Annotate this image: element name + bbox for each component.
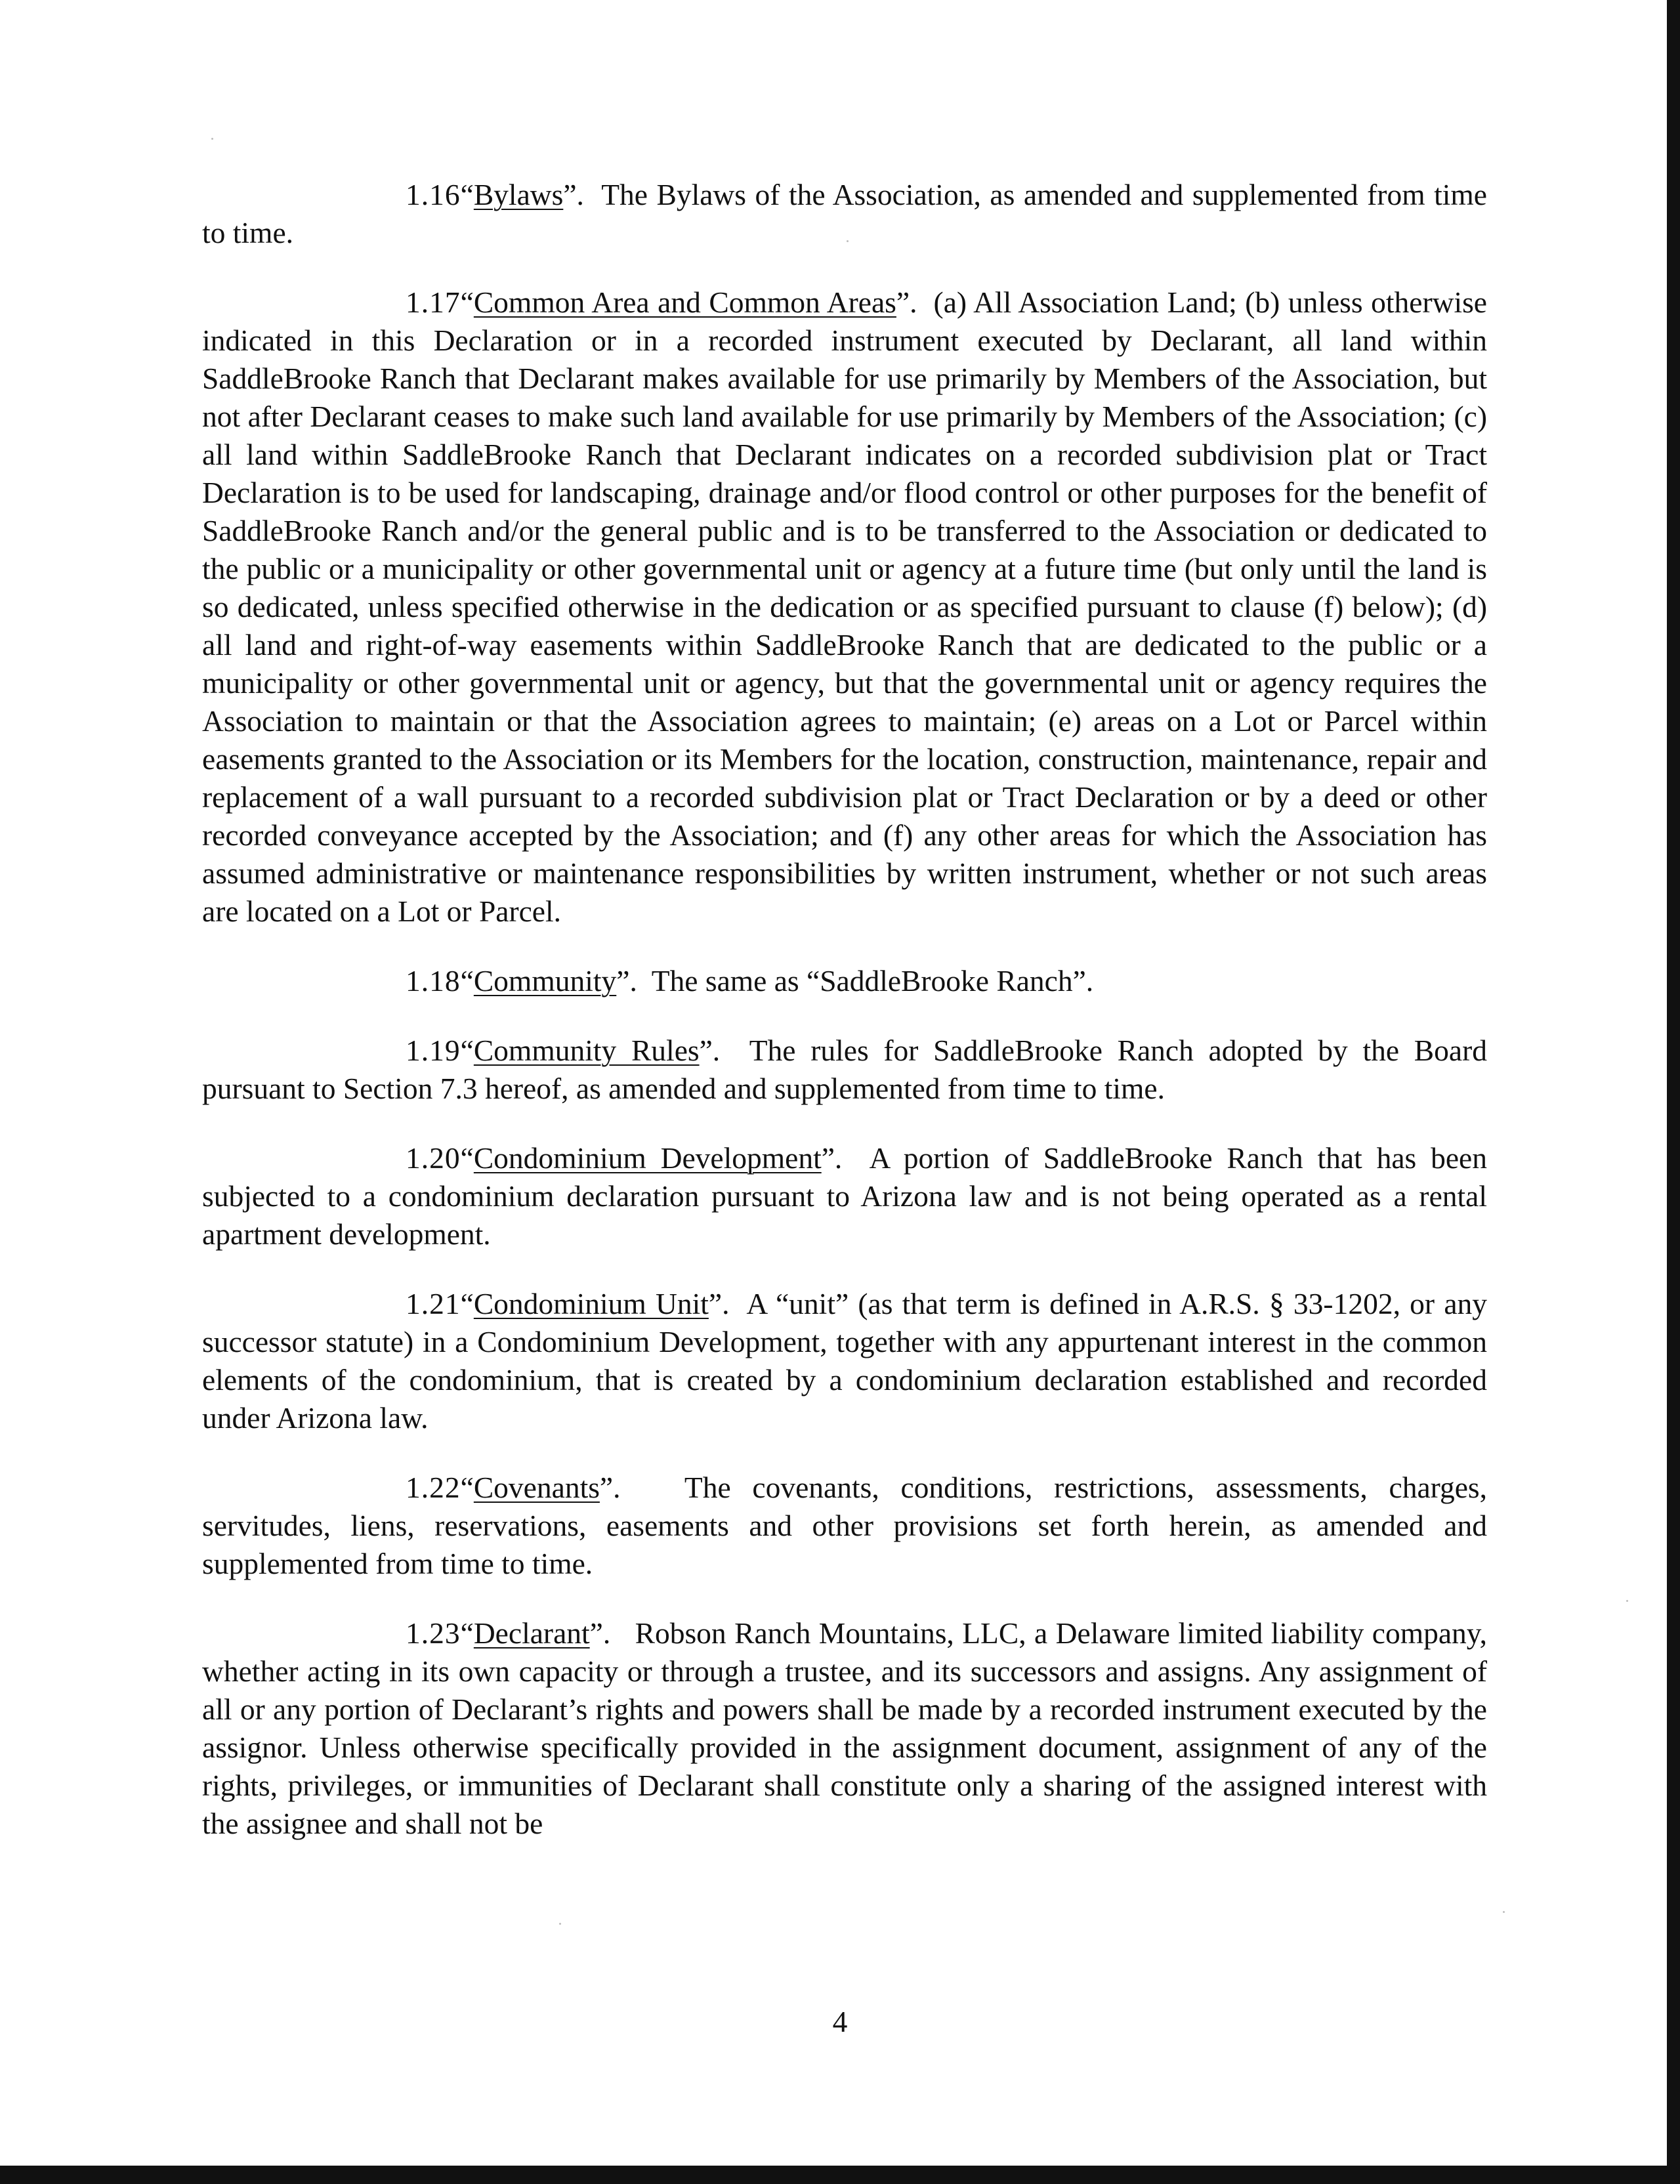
defined-term: Common Area and Common Areas [473,285,896,319]
section-1-17: 1.17“Common Area and Common Areas”. (a) All Association Land; (b) unless otherwise indicated in this Declaration or in a recorded instrument executed by Declarant, all land within SaddleBrooke Ranch that Declarant makes available for use primarily by Members of the Association, but not after Declarant ceases to make such land available for use primarily by Members of the Association; (c) all land within SaddleBrooke Ranch that Declarant indicates on a recorded subdivision plat or Tract Declaration is to be used for landscaping, drainage and/or flood control or other purposes for the benefit of SaddleBrooke Ranch and/or the general public and is to be transferred to the Association or dedicated to the public or a municipality or other governmental unit or agency at a future time (but only until the land is so dedicated, unless specified otherwise in the dedication or as specified pursuant to clause (f) below); (d) all land and right-of-way easements within SaddleBrooke Ranch that are dedicated to the public or a municipality or other governmental unit or agency, but that the governmental unit or agency requires the Association to maintain or that the Association agrees to maintain; (e) areas on a Lot or Parcel within easements granted to the Association or its Members for the location, construction, maintenance, repair and replacement of a wall pursuant to a recorded subdivision plat or Tract Declaration or by a deed or other recorded conveyance accepted by the Association; and (f) any other areas for which the Association has assumed administrative or maintenance responsibilities by written instrument, whether or not such areas are located on a Lot or Parcel. [202,284,1487,931]
section-number: 1.17 [406,285,461,319]
defined-term: Covenants [473,1471,600,1504]
section-1-18: 1.18“Community”. The same as “SaddleBrooke Ranch”. [202,962,1487,1000]
defined-term: Condominium Development [473,1141,822,1175]
section-text: The rules for SaddleBrooke Ranch adopted by the Board pursuant to Section 7.3 hereof, as amended and supplemented from time to time. [202,1034,1487,1105]
section-number: 1.22 [406,1471,461,1504]
scan-speck [1503,1911,1505,1913]
section-text: A portion of SaddleBrooke Ranch that has been subjected to a condominium declaration pursuant to Arizona law and is not being operated as a rental apartment development. [202,1141,1487,1251]
section-text: The Bylaws of the Association, as amended and supplemented from time to time. [202,178,1488,249]
section-1-19: 1.19“Community Rules”. The rules for SaddleBrooke Ranch adopted by the Board pursuant to Section 7.3 hereof, as amended and supplemented from time to time. [202,1032,1487,1108]
section-text: The same as “SaddleBrooke Ranch”. [651,964,1094,998]
section-number: 1.20 [406,1141,461,1175]
defined-term: Community [473,964,617,998]
section-1-16: 1.16“Bylaws”. The Bylaws of the Association, as amended and supplemented from time to time. [202,176,1487,252]
defined-term: Condominium Unit [473,1287,709,1320]
defined-term: Bylaws [473,178,564,211]
scan-speck [847,240,849,242]
defined-term: Declarant [473,1616,590,1650]
scan-border-bottom [0,2166,1680,2184]
scan-speck [559,1923,561,1925]
section-text: Robson Ranch Mountains, LLC, a Delaware limited liability company, whether acting in its own capacity or through a trustee, and its successors and assigns. Any assignment of all or any portion of Declarant’s rights and powers shall be made by a recorded instrument executed by the assignor. Unless otherwise specifically provided in the assignment document, assignment of any of the rights, privileges, or immunities of Declarant shall constitute only a sharing of the assigned interest with the assignee and shall not be [202,1616,1487,1840]
section-1-22: 1.22“Covenants”. The covenants, conditions, restrictions, assessments, charges, servitudes, liens, reservations, easements and other provisions set forth herein, as amended and supplemented from time to time. [202,1469,1487,1583]
section-text: (a) All Association Land; (b) unless otherwise indicated in this Declaration or in a recorded instrument executed by Declarant, all land within SaddleBrooke Ranch that Declarant makes available for use primarily by Members of the Association, but not after Declarant ceases to make such land available for use primarily by Members of the Association; (c) all land within SaddleBrooke Ranch that Declarant indicates on a recorded subdivision plat or Tract Declaration is to be used for landscaping, drainage and/or flood control or other purposes for the benefit of SaddleBrooke Ranch and/or the general public and is to be transferred to the Association or dedicated to the public or a municipality or other governmental unit or agency at a future time (but only until the land is so dedicated, unless specified otherwise in the dedication or as specified pursuant to clause (f) below); (d) all land and right-of-way easements within SaddleBrooke Ranch that are dedicated to the public or a municipality or other governmental unit or agency, but that the governmental unit or agency requires the Association to maintain or that the Association agrees to maintain; (e) areas on a Lot or Parcel within easements granted to the Association or its Members for the location, construction, maintenance, repair and replacement of a wall pursuant to a recorded subdivision plat or Tract Declaration or by a deed or other recorded conveyance accepted by the Association; and (f) any other areas for which the Association has assumed administrative or maintenance responsibilities by written instrument, whether or not such areas are located on a Lot or Parcel. [202,285,1488,928]
section-number: 1.21 [406,1287,461,1320]
section-1-23: 1.23“Declarant”. Robson Ranch Mountains, LLC, a Delaware limited liability company, whether acting in its own capacity or through a trustee, and its successors and assigns. Any assignment of all or any portion of Declarant’s rights and powers shall be made by a recorded instrument executed by the assignor. Unless otherwise specifically provided in the assignment document, assignment of any of the rights, privileges, or immunities of Declarant shall constitute only a sharing of the assigned interest with the assignee and shall not be [202,1614,1487,1843]
scan-speck [211,138,213,140]
section-number: 1.23 [406,1616,461,1650]
section-text: A “unit” (as that term is defined in A.R.S. § 33-1202, or any successor statute) in a Condominium Development, together with any appurtenant interest in the common elements of the condominium, that is created by a condominium declaration established and recorded under Arizona law. [202,1287,1488,1435]
section-number: 1.18 [406,964,461,998]
section-number: 1.16 [406,178,461,211]
section-number: 1.19 [406,1034,461,1067]
defined-term: Community Rules [473,1034,700,1067]
document-body [202,176,1487,1874]
section-text: The covenants, conditions, restrictions, assessments, charges, servitudes, liens, reservations, easements and other provisions set forth herein, as amended and supplemented from time to time. [202,1471,1487,1580]
scan-speck [1626,1600,1628,1602]
section-1-20: 1.20“Condominium Development”. A portion of SaddleBrooke Ranch that has been subjected to a condominium declaration pursuant to Arizona law and is not being operated as a rental apartment development. [202,1139,1487,1253]
scan-border-right [1667,0,1680,2184]
section-1-21: 1.21“Condominium Unit”. A “unit” (as that term is defined in A.R.S. § 33-1202, or any successor statute) in a Condominium Development, together with any appurtenant interest in the common elements of the condominium, that is created by a condominium declaration established and recorded under Arizona law. [202,1285,1487,1437]
page-number: 4 [832,2005,848,2038]
